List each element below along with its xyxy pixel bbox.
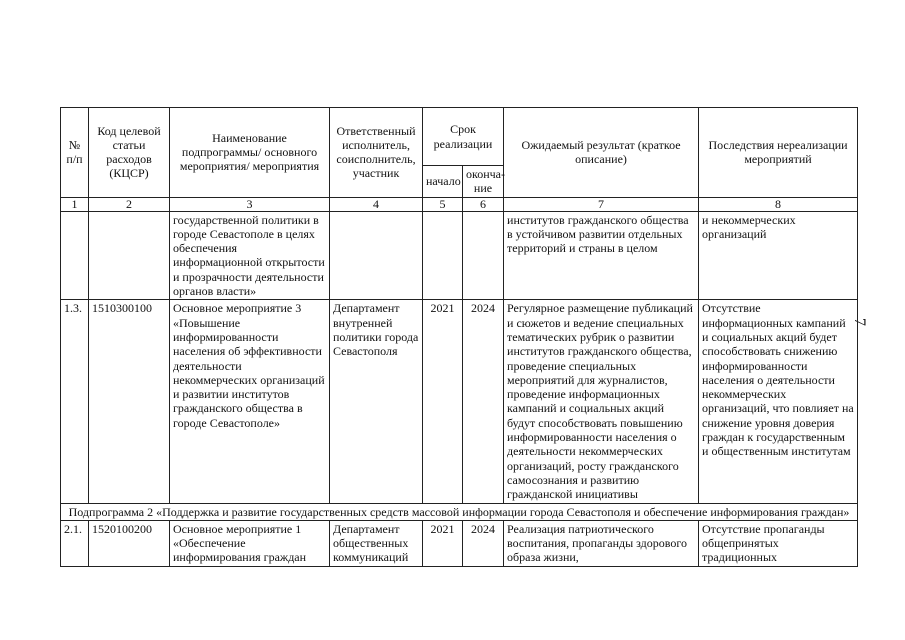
column-number: 5 [423, 197, 463, 211]
header-start: начало [423, 166, 463, 198]
table-row [61, 300, 858, 503]
row-start: 2021 [423, 520, 463, 566]
row-result: институтов гражданского общества в устойчивом развитии отдельных территорий и страны в целом [504, 211, 699, 300]
row-consequences: Отсутствие информационных кампаний и социальных акций будет способствовать снижению информированности населения о деятельности некоммерческих организаций, что повлияет на снижение уровня доверия граждан к государственным и общественным институтам [699, 300, 858, 503]
column-number: 4 [330, 197, 423, 211]
row-start [423, 211, 463, 300]
header-num: № п/п [61, 108, 89, 198]
row-result: Реализация патриотического воспитания, пропаганды здорового образа жизни, [504, 520, 699, 566]
column-number: 1 [61, 197, 89, 211]
column-number: 2 [89, 197, 170, 211]
row-code: 1510300100 [89, 300, 170, 503]
column-number: 8 [699, 197, 858, 211]
column-number: 3 [170, 197, 330, 211]
row-end: 2024 [463, 520, 504, 566]
row-num [61, 211, 89, 300]
row-name: государственной политики в городе Севастополе в целях обеспечения информационной открытости и прозрачности деятельности органов власти» [170, 211, 330, 300]
row-end [463, 211, 504, 300]
row-name: Основное мероприятие 1 «Обеспечение информирования граждан [170, 520, 330, 566]
measures-table [60, 107, 858, 567]
row-executor [330, 211, 423, 300]
row-consequences: Отсутствие пропаганды общепринятых традиционных [699, 520, 858, 566]
subprogram-row [61, 503, 858, 520]
header-consequences: Последствия нереализации мероприятий [699, 108, 858, 198]
header-end: оконча-ние [463, 166, 504, 198]
row-consequences: и некоммерческих организаций [699, 211, 858, 300]
column-numbers-row [61, 197, 858, 211]
header-term: Срок реализации [423, 108, 504, 166]
subprogram-title: Подпрограмма 2 «Поддержка и развитие государственных средств массовой информации города Севастополя и обеспечение информирования граждан» [61, 503, 858, 520]
header-row [61, 108, 858, 166]
page-number: 7 [851, 318, 868, 326]
row-executor: Департамент общественных коммуникаций [330, 520, 423, 566]
row-executor: Департамент внутренней политики города Севастополя [330, 300, 423, 503]
header-executor: Ответственный исполнитель, соисполнитель, участник [330, 108, 423, 198]
table-row [61, 520, 858, 566]
header-code: Код целевой статьи расходов (КЦСР) [89, 108, 170, 198]
row-num: 2.1. [61, 520, 89, 566]
row-num: 1.3. [61, 300, 89, 503]
row-end: 2024 [463, 300, 504, 503]
row-start: 2021 [423, 300, 463, 503]
column-number: 6 [463, 197, 504, 211]
table-row [61, 211, 858, 300]
header-result: Ожидаемый результат (краткое описание) [504, 108, 699, 198]
row-code: 1520100200 [89, 520, 170, 566]
row-name: Основное мероприятие 3 «Повышение информированности населения об эффективности деятельности некоммерческих организаций и развитии институтов гражданского общества в городе Севастополе» [170, 300, 330, 503]
row-code [89, 211, 170, 300]
column-number: 7 [504, 197, 699, 211]
header-name: Наименование подпрограммы/ основного мероприятия/ мероприятия [170, 108, 330, 198]
row-result: Регулярное размещение публикаций и сюжетов и ведение специальных тематических рубрик о развитии институтов гражданского общества, проведение специальных мероприятий для журналистов, проведение информационных кампаний и социальных акций будут способствовать повышению информированности населения о деятельности некоммерческих организаций, росту гражданского самосознания и развитию гражданской инициативы [504, 300, 699, 503]
